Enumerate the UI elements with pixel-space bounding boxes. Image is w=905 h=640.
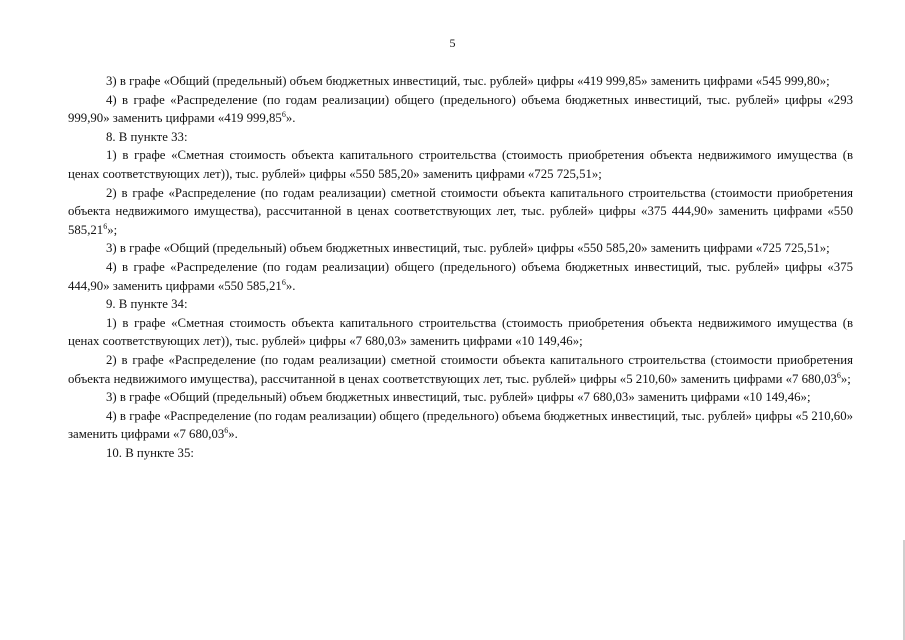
paragraph-tail: »; (840, 371, 851, 386)
paragraph (68, 407, 853, 444)
paragraph-text: 10. В пункте 35: (106, 445, 194, 460)
paragraph-text: 4) в графе «Распределение (по годам реализации) общего (предельного) объема бюджетных инвестиций, тыс. рублей» цифры «293 999,90» заменить цифрами «419 999,85 (68, 92, 853, 126)
page-number: 5 (449, 36, 456, 50)
section-heading (68, 128, 853, 147)
paragraph-tail: ». (228, 427, 238, 442)
footnote-marker: 6 (224, 426, 229, 436)
paragraph (68, 184, 853, 240)
paragraph (68, 91, 853, 128)
paragraph (68, 388, 853, 407)
footnote-marker: 6 (103, 221, 108, 231)
paragraph (68, 351, 853, 388)
section-heading (68, 444, 853, 463)
paragraph (68, 72, 853, 91)
footnote-marker: 6 (281, 110, 286, 120)
paragraph (68, 146, 853, 183)
paragraph-text: 8. В пункте 33: (106, 129, 188, 144)
footnote-marker: 6 (836, 370, 841, 380)
paragraph-text: 2) в графе «Распределение (по годам реализации) сметной стоимости объекта капитального строительства (стоимости приобретения объекта недвижимого имущества), рассчитанной в ценах соответствующих лет, тыс. рублей» цифры «375 444,90» заменить цифрами «550 585,21 (68, 185, 853, 237)
document-body (68, 72, 853, 462)
paragraph-text: 2) в графе «Распределение (по годам реализации) сметной стоимости объекта капитального строительства (стоимости приобретения объекта недвижимого имущества), рассчитанной в ценах соответствующих лет, тыс. рублей» цифры «5 210,60» заменить цифрами «7 680,03 (68, 352, 853, 386)
paragraph-text: 9. В пункте 34: (106, 297, 188, 312)
paragraph-tail: »; (107, 222, 118, 237)
paragraph-text: 3) в графе «Общий (предельный) объем бюджетных инвестиций, тыс. рублей» цифры «550 585,20» заменить цифрами «725 725,51»; (106, 241, 830, 256)
paragraph-text: 4) в графе «Распределение (по годам реализации) общего (предельного) объема бюджетных инвестиций, тыс. рублей» цифры «5 210,60» заменить цифрами «7 680,03 (68, 408, 853, 442)
paragraph-text: 3) в графе «Общий (предельный) объем бюджетных инвестиций, тыс. рублей» цифры «419 999,85» заменить цифрами «545 999,80»; (106, 74, 830, 88)
paragraph-text: 4) в графе «Распределение (по годам реализации) общего (предельного) объема бюджетных инвестиций, тыс. рублей» цифры «375 444,90» заменить цифрами «550 585,21 (68, 259, 853, 293)
paragraph (68, 314, 853, 351)
section-heading (68, 295, 853, 314)
paragraph (68, 258, 853, 295)
paragraph-tail: ». (285, 111, 296, 126)
paragraph-tail: ». (285, 278, 296, 293)
footnote-marker: 6 (281, 277, 286, 287)
paragraph-text: 1) в графе «Сметная стоимость объекта капитального строительства (стоимость приобретения объекта недвижимого имущества (в ценах соответствующих лет)), тыс. рублей» цифры «7 680,03» заменить цифрами «10 149,46»; (68, 315, 853, 349)
paragraph (68, 239, 853, 258)
paragraph-text: 1) в графе «Сметная стоимость объекта капитального строительства (стоимость приобретения объекта недвижимого имущества (в ценах соответствующих лет)), тыс. рублей» цифры «550 585,20» заменить цифрами «725 725,51»; (68, 148, 853, 181)
paragraph-text: 3) в графе «Общий (предельный) объем бюджетных инвестиций, тыс. рублей» цифры «7 680,03» заменить цифрами «10 149,46»; (106, 390, 811, 405)
